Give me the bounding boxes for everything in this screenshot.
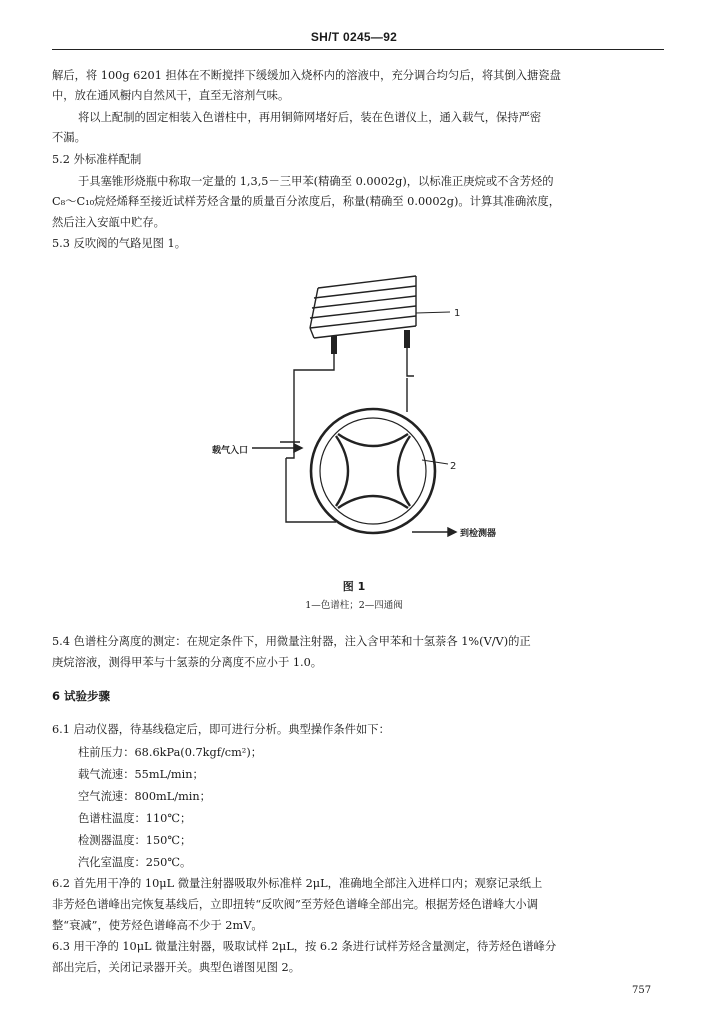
condition-line: 检测器温度：150℃； — [78, 834, 192, 847]
four-way-valve — [311, 409, 435, 533]
column-leg-left — [331, 336, 337, 354]
paragraph-line: 6.1 启动仪器，待基线稳定后，即可进行分析。典型操作条件如下： — [52, 723, 390, 736]
paragraph-line: 中，放在通风橱内自然风干，直至无溶剂气味。 — [52, 89, 290, 102]
condition-line: 载气流速：55mL/min； — [78, 768, 204, 781]
paragraph-line: 5.4 色谱柱分离度的测定：在规定条件下，用微量注射器，注入含甲苯和十氢萘各 1%(V/V)的正 — [52, 635, 531, 648]
paragraph-line: 6.3 用干净的 10μL 微量注射器，吸取试样 2μL，按 6.2 条进行试样芳烃含量测定，待芳烃色谱峰分 — [52, 940, 557, 953]
chromatographic-column — [310, 276, 416, 338]
carrier-gas-inlet-label: 载气入口 — [212, 446, 249, 456]
paragraph-line: 将以上配制的固定相装入色谱柱中，再用铜筛网堵好后，装在色谱仪上，通入载气，保持严密 — [78, 111, 542, 124]
figure-1-caption: 图 1 — [342, 580, 366, 593]
standard-header: SH/T 0245—92 — [310, 30, 398, 44]
paragraph-line: 非芳烃色谱峰出完恢复基线后，立即扭转“反吹阀”至芳烃色谱峰全部出完。根据芳烃色谱峰大小调 — [52, 898, 539, 911]
paragraph-line: C₈～C₁₀烷烃烯释至接近试样芳烃含量的质量百分浓度后，称量(精确至 0.0002g)。计算其准确浓度， — [52, 195, 561, 208]
condition-line: 柱前压力：68.6kPa(0.7kgf/cm²)； — [78, 746, 263, 759]
paragraph-line: 不漏。 — [52, 131, 86, 144]
section-5-3-heading: 5.3 反吹阀的气路见图 1。 — [52, 237, 187, 250]
leader-line-1 — [416, 312, 450, 313]
paragraph-line: 于具塞锥形烧瓶中称取一定量的 1,3,5－三甲苯(精确至 0.0002g)，以标准正庚烷或不含芳烃的 — [78, 175, 554, 188]
page-number: 757 — [632, 985, 652, 996]
column-leg-right — [404, 330, 410, 348]
paragraph-line: 庚烷溶液，测得甲苯与十氢萘的分离度不应小于 1.0。 — [52, 656, 323, 669]
figure-1-diagram — [190, 270, 497, 590]
detector-outlet-arrow — [412, 528, 456, 536]
section-5-2-heading: 5.2 外标准样配制 — [52, 153, 142, 166]
header-rule — [52, 49, 664, 50]
section-6-heading: 6 试验步骤 — [52, 689, 111, 703]
gas-lines — [280, 348, 414, 522]
paragraph-line: 6.2 首先用干净的 10μL 微量注射器吸取外标准样 2μL，准确地全部注入进样口内；观察记录纸上 — [52, 877, 543, 890]
paragraph-line: 解后，将 100g 6201 担体在不断搅拌下缓缓加入烧杯内的溶液中，充分调合均匀后，将其倒入搪瓷盘 — [52, 69, 561, 82]
paragraph-line: 部出完后，关闭记录器开关。典型色谱图见图 2。 — [52, 961, 301, 974]
condition-line: 色谱柱温度：110℃； — [78, 812, 192, 825]
paragraph-line: 然后注入安瓿中贮存。 — [52, 216, 165, 229]
carrier-gas-arrow — [252, 444, 302, 452]
label-2: 2 — [450, 461, 457, 472]
to-detector-label: 到检测器 — [460, 529, 497, 539]
paragraph-line: 整“衰减”，使芳烃色谱峰高不少于 2mV。 — [52, 919, 263, 932]
label-1: 1 — [454, 308, 461, 319]
figure-1-legend: 1—色谱柱；2—四通阀 — [305, 600, 403, 611]
condition-line: 空气流速：800mL/min； — [78, 790, 211, 803]
condition-line: 汽化室温度：250℃。 — [78, 856, 192, 869]
